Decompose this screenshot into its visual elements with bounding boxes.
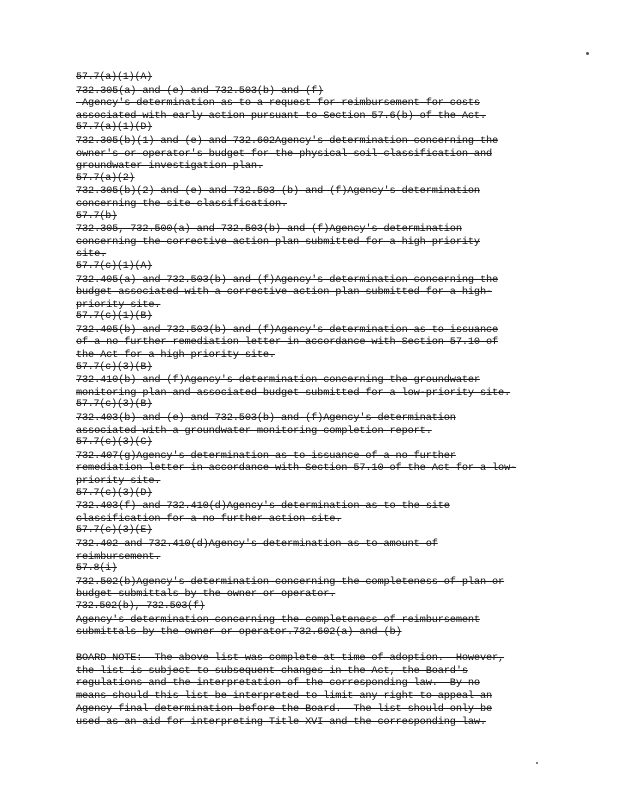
section-reference: 57.7(a)(2) [76, 172, 135, 184]
determination-entry [76, 362, 546, 400]
board-note-line: the list is subject to subsequent changes in the Act, the Board's [76, 664, 468, 677]
determination-text: 732.410(b) and (f)Agency's determination concerning the groundwater [76, 374, 480, 387]
section-reference: 732.502(b), 732.503(f) [76, 600, 205, 612]
determination-text: associated with a groundwater monitoring completion report. [76, 424, 432, 437]
determination-text: 732.305(b)(1) and (e) and 732.602Agency's determination concerning the [76, 134, 499, 147]
board-note-line: means should this list be interpreted to limit any right to appeal an [76, 690, 493, 703]
section-reference: 57.7(c)(3)(E) [76, 525, 153, 537]
determination-text: 732.405(a) and 732.503(b) and (f)Agency's determination concerning the [76, 273, 499, 286]
determination-text: classification for a no further action site. [76, 512, 342, 525]
determination-text: 732.405(b) and 732.503(b) and (f)Agency's determination as to issuance [76, 323, 499, 336]
section-reference: 57.7(c)(1)(B) [76, 311, 153, 323]
board-note [76, 652, 546, 729]
determination-text: site. [76, 248, 107, 261]
determination-entry [76, 311, 546, 361]
determination-entry [76, 211, 546, 261]
determination-text: submittals by the owner or operator.732.602(a) and (b) [76, 626, 402, 639]
determination-entry [76, 488, 546, 526]
determination-text: 732.407(g)Agency's determination as to issuance of a no further [76, 449, 456, 462]
determination-text: groundwater investigation plan. [76, 160, 263, 173]
determination-text: 732.403(b) and (e) and 732.503(b) and (f)Agency's determination [76, 412, 456, 425]
determination-text: budget associated with a corrective action plan submitted for a high- [76, 286, 493, 299]
determination-text: concerning the site classification. [76, 197, 288, 210]
determination-entry [76, 437, 546, 487]
determination-text: 732.403(f) and 732.410(d)Agency's determination as to the site [76, 500, 450, 513]
determination-text: budget submittals by the owner or operator. [76, 588, 336, 601]
determination-text: owner's or operator's budget for the physical soil classification and [76, 147, 493, 160]
determination-text: 732.402 and 732.410(d)Agency's determination as to amount of [76, 537, 438, 550]
scan-speck [586, 52, 589, 55]
section-reference: 57.7(c)(3)(C) [76, 437, 153, 449]
determination-entry [76, 261, 546, 311]
determination-entry [76, 525, 546, 563]
determination-text: priority site. [76, 475, 161, 487]
section-reference: 57.7(c)(3)(B) [76, 399, 153, 411]
determination-entry [76, 173, 546, 211]
determination-text: monitoring plan and associated budget submitted for a low-priority site. [76, 386, 511, 399]
section-reference: 57.7(c)(3)(B) [76, 361, 153, 373]
determination-text: 732.305(b)(2) and (e) and 732.503 (b) and (f)Agency's determination [76, 185, 480, 198]
determination-entry [76, 399, 546, 437]
determination-text: Agency's determination as to a request for reimbursement for costs [76, 97, 480, 110]
document-page [76, 72, 546, 729]
determination-text: the Act for a high priority site. [76, 349, 275, 362]
board-note-line: Agency final determination before the Board. The list should only be [76, 702, 493, 715]
determination-text: 732.305(a) and (e) and 732.503(b) and (f) [76, 84, 324, 97]
determination-entry [76, 122, 546, 172]
appeal-determination-list [76, 72, 546, 639]
determination-text: associated with early action pursuant to Section 57.6(b) of the Act. [76, 109, 486, 122]
determination-text: concerning the corrective action plan submitted for a high priority [76, 235, 480, 248]
determination-entry [76, 72, 546, 122]
determination-entry [76, 601, 546, 639]
determination-text: reimbursement. [76, 550, 161, 563]
section-reference: 57.7(c)(1)(A) [76, 260, 153, 272]
section-reference: 57.7(a)(1)(A) [76, 72, 153, 83]
section-reference: 57.8(i) [76, 563, 117, 575]
determination-text: 732.305, 732.500(a) and 732.503(b) and (f)Agency's determination [76, 223, 462, 236]
determination-text: Agency's determination concerning the completeness of reimbursement [76, 613, 480, 626]
determination-text: 732.502(b)Agency's determination concerning the completeness of plan or [76, 575, 505, 588]
determination-text: of a no further remediation letter in accordance with Section 57.10 of [76, 336, 499, 349]
section-reference: 57.7(c)(3)(D) [76, 487, 153, 499]
section-reference: 57.7(b) [76, 210, 117, 222]
board-note-line: regulations and the interpretation of the corresponding law. By no [76, 677, 480, 690]
scan-speck [536, 762, 538, 764]
determination-text: priority site. [76, 298, 161, 311]
section-reference: 57.7(a)(1)(D) [76, 122, 153, 134]
board-note-line: BOARD NOTE: The above list was complete at time of adoption. However, [76, 651, 505, 664]
determination-text: remediation letter in accordance with Section 57.10 of the Act for a low- [76, 462, 517, 475]
board-note-line: used as an aid for interpreting Title XVI and the corresponding law. [76, 715, 486, 728]
determination-entry [76, 563, 546, 601]
